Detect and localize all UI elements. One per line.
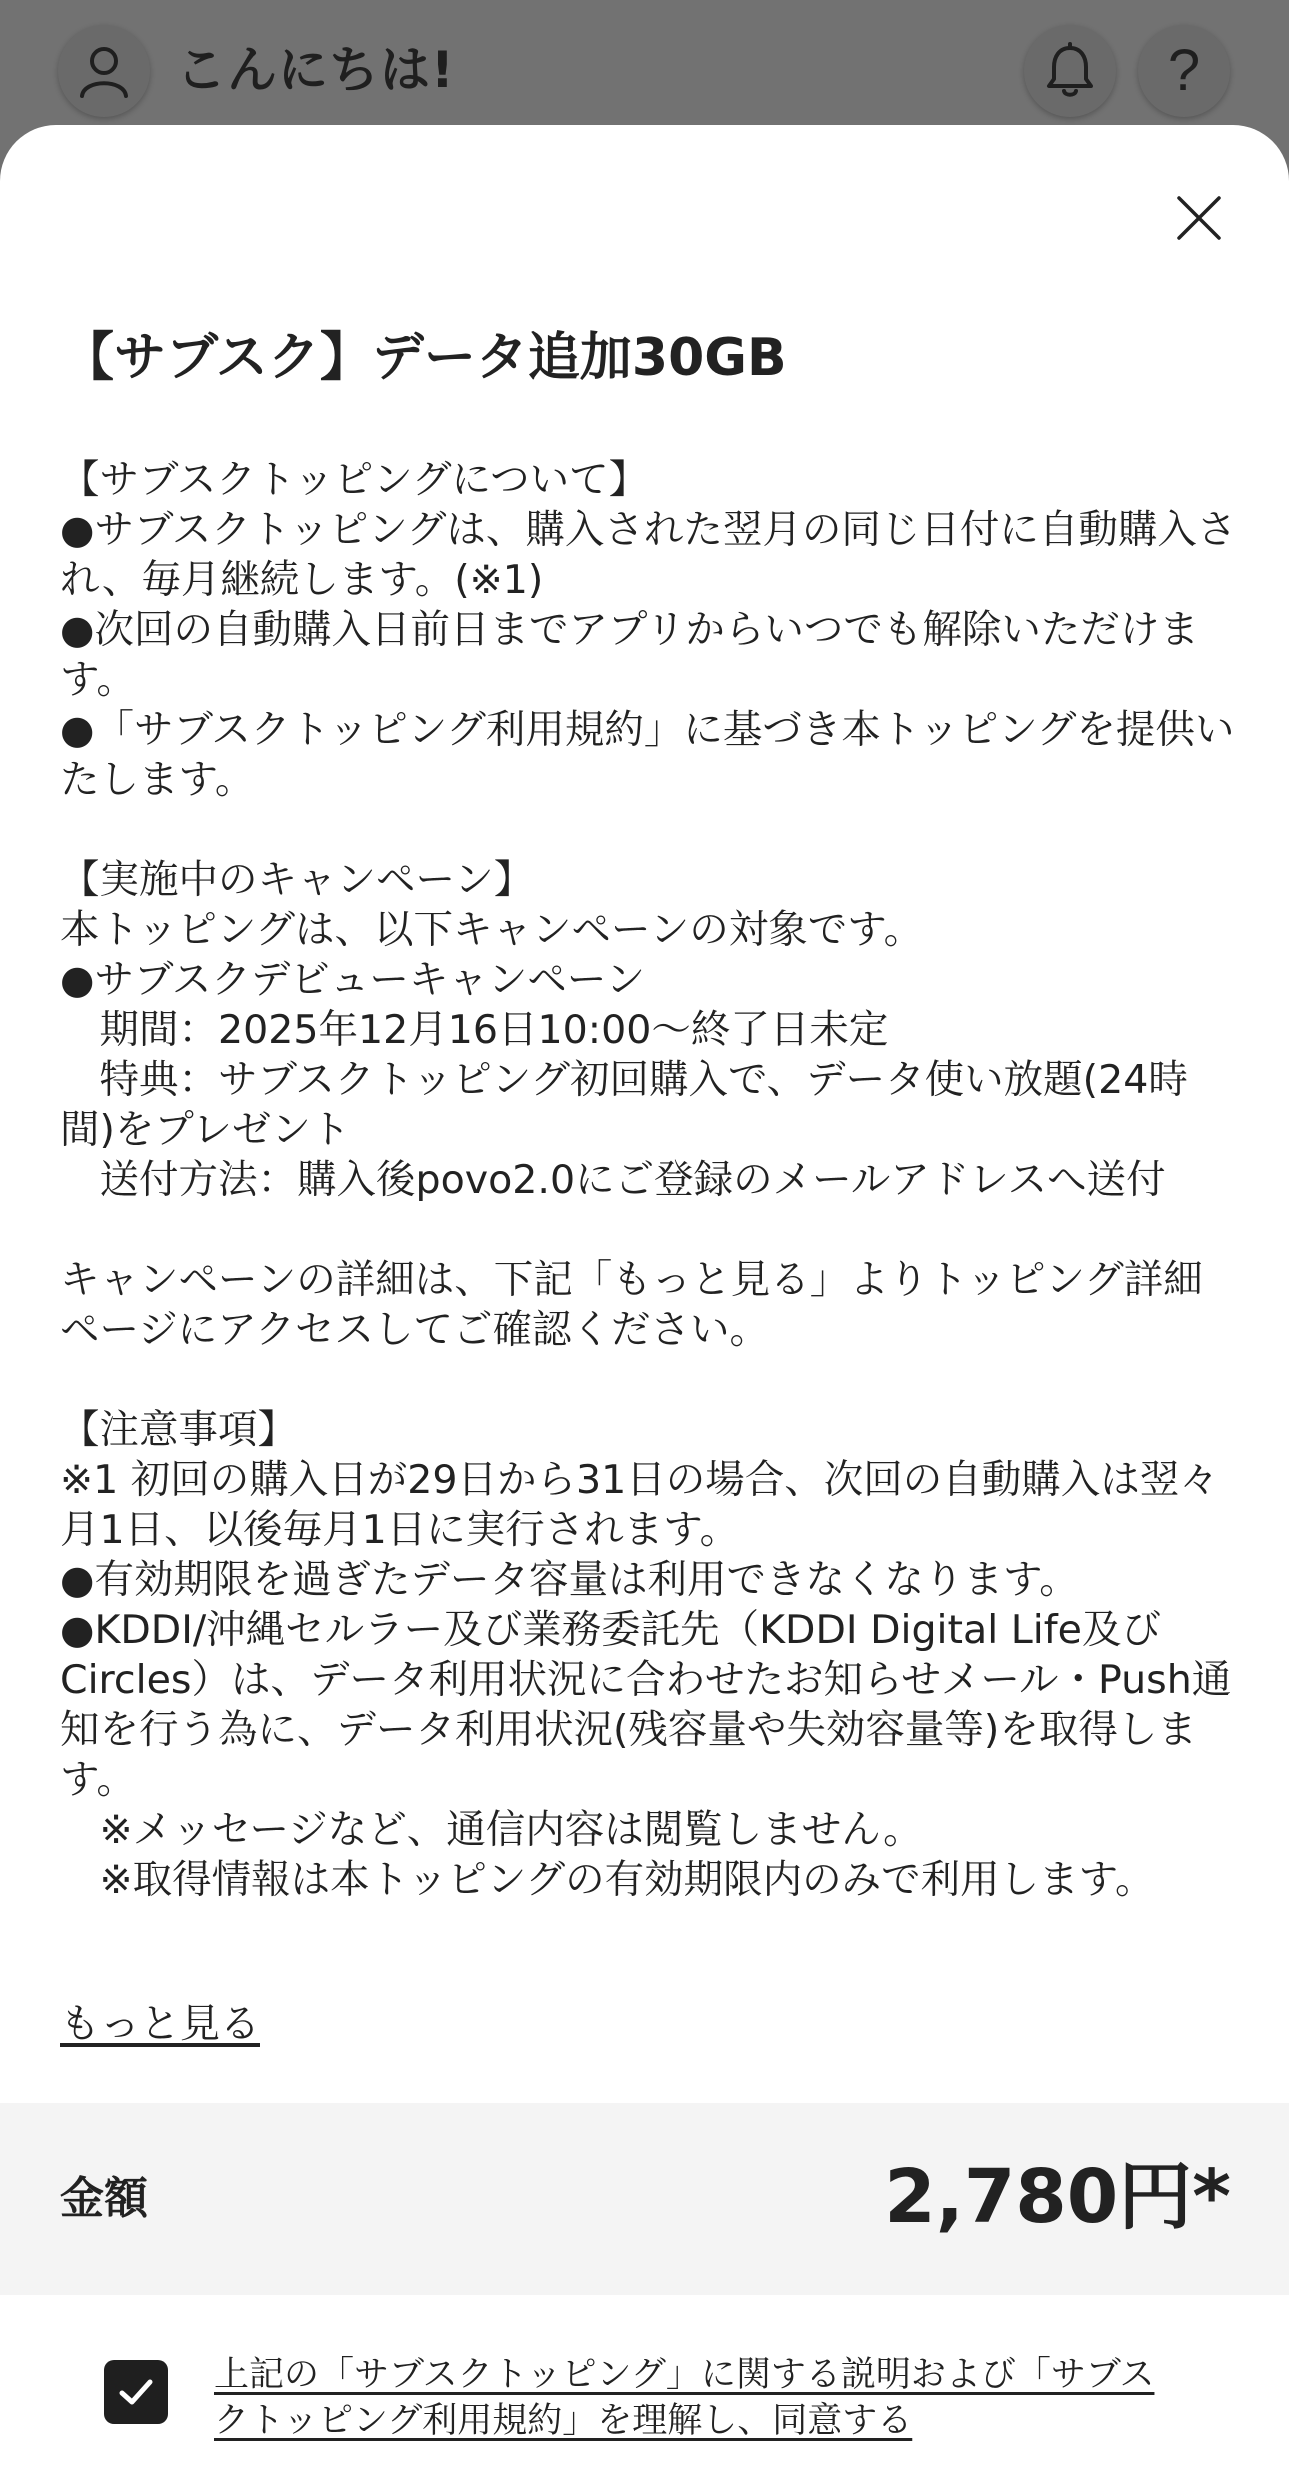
- topping-title: 【サブスク】データ追加30GB: [62, 328, 787, 388]
- notifications-button[interactable]: [1024, 25, 1116, 117]
- price-label: 金額: [60, 2173, 148, 2224]
- price-section: [0, 2103, 1289, 2295]
- close-icon: [1175, 194, 1223, 242]
- help-button[interactable]: [1138, 25, 1230, 117]
- checkmark-icon: [114, 2370, 158, 2414]
- see-more-link[interactable]: もっと見る: [60, 2001, 260, 2047]
- topping-detail-sheet: [0, 125, 1289, 2472]
- help-icon: ?: [1167, 38, 1201, 103]
- agree-terms-link[interactable]: 上記の「サブスクトッピング」に関する説明および「サブスクトッピング利用規約」を理解し、同意する: [214, 2355, 1155, 2441]
- close-button[interactable]: [1166, 185, 1232, 251]
- profile-button[interactable]: [58, 25, 150, 117]
- price-value: 2,780円*: [884, 2154, 1231, 2240]
- user-icon: [74, 41, 134, 101]
- topping-description: 【サブスクトッピングについて】 ●サブスクトッピングは、購入された翌月の同じ日付に自動購入され、毎月継続します。(※1) ●次回の自動購入日前日までアプリからいつでも解除いただけます。 ●「サブスクトッピング利用規約」に基づき本トッピングを提供いたします。 【実施中のキャンペーン】 本トッピングは、以下キャンペーンの対象です。 ●サブスクデビューキャンペーン 期間：2025年12月16日10:00〜終了日未定 特典：サブスクトッピング初回購入で、データ使い放題(24時間)をプレゼント 送付方法：購入後povo2.0にご登録のメールアドレスへ送付 キャンペーンの詳細は、下記「もっと見る」よりトッピング詳細ページにアクセスしてご確認ください。 【注意事項】 ※1 初回の購入日が29日から31日の場合、次回の自動購入は翌々月1日、以後毎月1日に実行されます。 ●有効期限を過ぎたデータ容量は利用できなくなります。 ●KDDI/沖縄セルラー及び業務委託先（KDDI Digital Life及びCircles）は、データ利用状況に合わせたお知らせメール・Push通知を行う為に、データ利用状況(残容量や失効容量等)を取得します。 ※メッセージなど、通信内容は閲覧しません。 ※取得情報は本トッピングの有効期限内のみで利用します。: [60, 457, 1237, 1903]
- bell-icon: [1041, 42, 1099, 100]
- agree-checkbox[interactable]: [104, 2360, 168, 2424]
- agreement-row: [0, 2355, 1289, 2470]
- greeting-text: こんにちは!: [176, 41, 455, 99]
